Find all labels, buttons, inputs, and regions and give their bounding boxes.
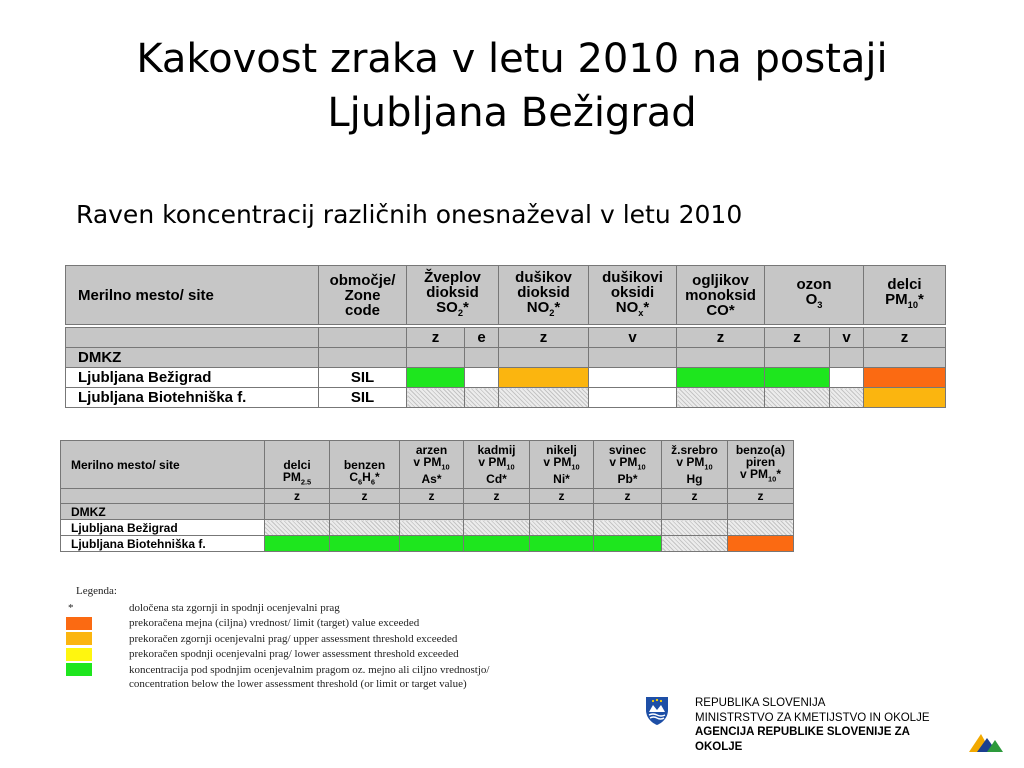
- t2-unit: z: [594, 489, 662, 504]
- legend: [66, 585, 666, 693]
- t1-unit: e: [465, 328, 499, 348]
- slide-title: [0, 32, 1024, 140]
- t2-header-site: Merilno mesto/ site: [61, 441, 265, 489]
- slide-title-line-2: Ljubljana Bežigrad: [327, 90, 697, 136]
- t2-unit: z: [662, 489, 728, 504]
- legend-swatch-green: [66, 663, 92, 676]
- t2-site: Ljubljana Biotehniška f.: [61, 536, 265, 552]
- t1-unit: v: [830, 328, 864, 348]
- t2-unit: z: [728, 489, 794, 504]
- t1-header-site: Merilno mesto/ site: [66, 266, 319, 325]
- t1-header-nox: dušikovi oksidi $NO_x*$: [589, 266, 677, 325]
- t1-unit: z: [499, 328, 589, 348]
- t2-unit: z: [464, 489, 530, 504]
- t1-header-no2: dušikov dioksid $NO_2*$: [499, 266, 589, 325]
- table1-header-row: [66, 266, 946, 325]
- t1-header-co: ogljikov monoksid CO*: [677, 266, 765, 325]
- cell-so2-green: [407, 368, 465, 388]
- table-row: [66, 368, 946, 388]
- legend-star: *: [68, 601, 74, 614]
- legend-text-continuation: concentration below the lower assessment threshold (or limit or target value): [129, 677, 467, 690]
- t1-unit: v: [589, 328, 677, 348]
- legend-row: [66, 631, 666, 647]
- t2-unit: z: [400, 489, 464, 504]
- arso-logo: [645, 694, 1005, 760]
- t1-unit: z: [864, 328, 946, 348]
- t2-header-as: arzen v $PM_{10}$ As*: [400, 441, 464, 489]
- t2-unit: z: [330, 489, 400, 504]
- legend-text: določena sta zgornji in spodnji ocenjevalni prag: [129, 601, 340, 614]
- t1-unit: z: [407, 328, 465, 348]
- cell-no2-amber: [499, 368, 589, 388]
- table-row: [66, 388, 946, 408]
- t1-header-zone: območje/ Zone code: [319, 266, 407, 325]
- legend-text: prekoračen spodnji ocenjevalni prag/ lower assessment threshold exceeded: [129, 648, 459, 661]
- t2-header-bap: benzo(a) piren v $PM_{10}*$: [728, 441, 794, 489]
- cell-pm10-orange: [864, 368, 946, 388]
- slovenia-coat-of-arms-icon: [645, 696, 669, 726]
- slide-subtitle: Raven koncentracij različnih onesnaževal v letu 2010: [76, 200, 743, 229]
- t1-header-so2: Žveplov dioksid $SO_2*$: [407, 266, 499, 325]
- legend-text: prekoračena mejna (ciljna) vrednost/ limit (target) value exceeded: [129, 617, 420, 630]
- org-line: AGENCIJA REPUBLIKE SLOVENIJE ZA: [695, 726, 910, 738]
- t1-site: Ljubljana Biotehniška f.: [66, 388, 319, 408]
- t1-unit: z: [677, 328, 765, 348]
- t2-site: DMKZ: [61, 504, 265, 520]
- cell-bap-orange: [728, 536, 794, 552]
- t1-zone: [319, 348, 407, 368]
- t2-header-pb: svinec v $PM_{10}$ Pb*: [594, 441, 662, 489]
- t1-site: Ljubljana Bežigrad: [66, 368, 319, 388]
- arso-emblem-icon: [967, 730, 1005, 754]
- table-row: [61, 520, 794, 536]
- legend-swatch-amber: [66, 632, 92, 645]
- legend-title: Legenda:: [76, 585, 117, 597]
- t1-unit: z: [765, 328, 830, 348]
- table1-unit-row: [66, 328, 946, 348]
- t2-site: Ljubljana Bežigrad: [61, 520, 265, 536]
- t2-header-pm25: delci $PM_{2.5}$: [265, 441, 330, 489]
- t1-site: DMKZ: [66, 348, 319, 368]
- table-row: [61, 536, 794, 552]
- pollutants-table-1: [65, 265, 946, 408]
- legend-text: koncentracija pod spodnjim ocenjevalnim pragom oz. mejno ali ciljno vrednostjo/: [129, 663, 490, 676]
- t1-header-pm10: delci $PM_{10}*$: [864, 266, 946, 325]
- t1-header-o3: ozon $O_3$: [765, 266, 864, 325]
- t2-header-benzene: benzen $C_6H_6*$: [330, 441, 400, 489]
- legend-row: [66, 647, 666, 663]
- t2-unit: z: [265, 489, 330, 504]
- org-line: MINISTRSTVO ZA KMETIJSTVO IN OKOLJE: [695, 711, 930, 724]
- legend-swatch-orange: [66, 617, 92, 630]
- t1-zone: SIL: [319, 388, 407, 408]
- organization-name: [695, 696, 930, 754]
- org-line: REPUBLIKA SLOVENIJA: [695, 697, 826, 709]
- legend-row: [66, 662, 666, 678]
- table2-header-row: [61, 441, 794, 489]
- t1-zone: SIL: [319, 368, 407, 388]
- t2-unit: z: [530, 489, 594, 504]
- table2-unit-row: [61, 489, 794, 504]
- cell-co-green: [677, 368, 765, 388]
- pollutants-table-2: [60, 440, 794, 552]
- legend-row: [66, 616, 666, 632]
- table-row: [61, 504, 794, 520]
- table-row: [66, 348, 946, 368]
- t2-header-ni: nikelj v $PM_{10}$ Ni*: [530, 441, 594, 489]
- legend-text: prekoračen zgornji ocenjevalni prag/ upper assessment threshold exceeded: [129, 632, 458, 645]
- slide-title-line-1: Kakovost zraka v letu 2010 na postaji: [136, 36, 888, 82]
- org-line: OKOLJE: [695, 740, 743, 753]
- legend-swatch-yellow: [66, 648, 92, 661]
- cell-pm10-amber: [864, 388, 946, 408]
- cell-o3-green: [765, 368, 830, 388]
- legend-row: [66, 600, 666, 616]
- t2-header-hg: ž.srebro v $PM_{10}$ Hg: [662, 441, 728, 489]
- t2-header-cd: kadmij v $PM_{10}$ Cd*: [464, 441, 530, 489]
